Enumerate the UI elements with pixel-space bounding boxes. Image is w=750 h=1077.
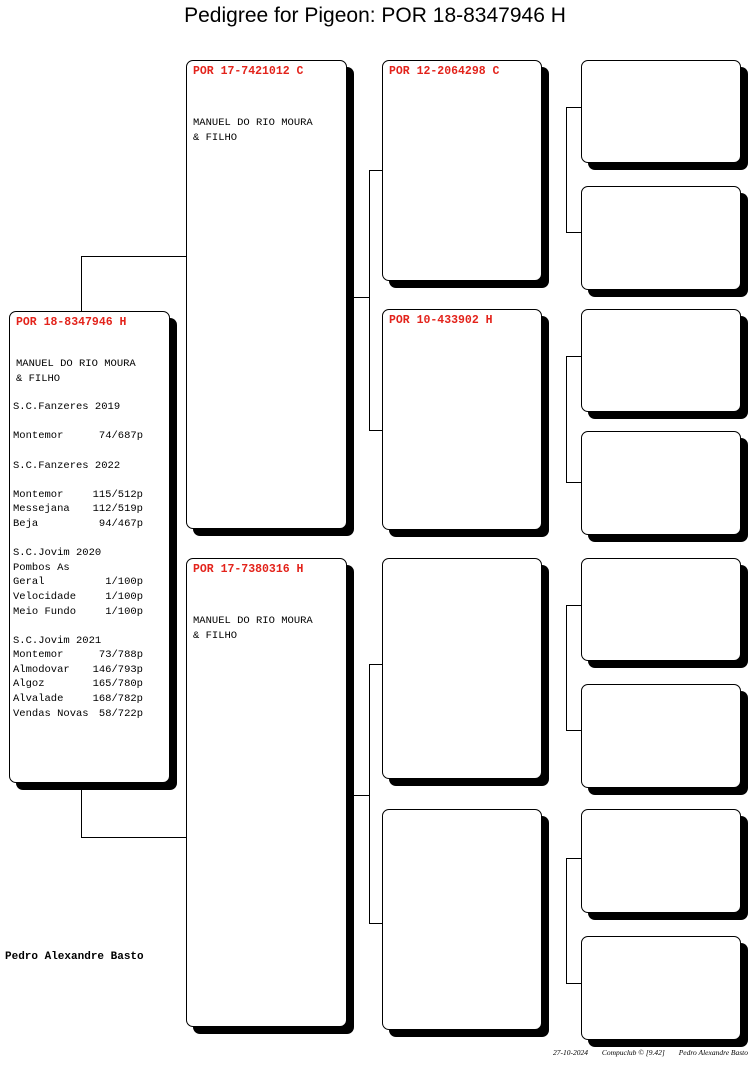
dam-dam-card[interactable] [382, 809, 542, 1030]
result-place: 73/788p [98, 649, 143, 662]
connector-g3-1-bottom [566, 232, 581, 233]
connector-dam-top [369, 664, 382, 665]
result-race: Vendas Novas [13, 707, 89, 720]
connector-g3-4-top [566, 858, 581, 859]
sire-owner: MANUEL DO RIO MOURA & FILHO [193, 117, 313, 144]
result-heading: S.C.Fanzeres 2022 [13, 459, 121, 472]
subject-pigeon-card[interactable] [9, 311, 170, 783]
result-row [13, 575, 169, 590]
gen4-card-7[interactable] [581, 809, 741, 913]
connector-sire-top [369, 170, 382, 171]
connector-g3-4-bottom [566, 983, 581, 984]
result-race: Algoz [13, 678, 45, 691]
gen4-card-5[interactable] [581, 558, 741, 661]
result-spacer [10, 473, 169, 488]
result-race: Velocidade [13, 590, 77, 603]
connector-subject-dam [81, 790, 82, 838]
result-place: 146/793p [92, 663, 143, 676]
dam-sire-card[interactable] [382, 558, 542, 779]
result-race: Almodovar [13, 663, 70, 676]
footer-date: 27-10-2024 [552, 1048, 588, 1057]
page-title: Pedigree for Pigeon: POR 18-8347946 H [184, 4, 566, 27]
result-race: Meio Fundo [13, 605, 77, 618]
breeder-name: Pedro Alexandre Basto [5, 951, 144, 963]
sire-ring-number: POR 17-7421012 C [193, 65, 304, 78]
result-row [13, 517, 169, 532]
gen4-card-4[interactable] [581, 431, 741, 535]
result-place: 1/100p [105, 576, 143, 589]
result-row [13, 707, 169, 722]
connector-dam-bottom [369, 923, 382, 924]
result-spacer [10, 619, 169, 634]
result-race: Geral [13, 576, 45, 589]
dam-card[interactable] [186, 558, 347, 1027]
result-row [13, 648, 169, 663]
result-row [13, 488, 169, 503]
result-heading: S.C.Fanzeres 2019 [13, 401, 121, 414]
result-place: 1/100p [105, 605, 143, 618]
result-row [13, 663, 169, 678]
footer-author: Pedro Alexandre Basto [678, 1048, 748, 1057]
result-race: Montemor [13, 649, 64, 662]
sire-sire-card[interactable] [382, 60, 542, 281]
result-race: Beja [13, 517, 39, 530]
result-place: 1/100p [105, 590, 143, 603]
result-place: 94/467p [98, 517, 143, 530]
result-row [13, 590, 169, 605]
gen4-card-2[interactable] [581, 186, 741, 290]
connector-g3-2 [566, 356, 567, 483]
connector-g3-2-top [566, 356, 581, 357]
dam-owner: MANUEL DO RIO MOURA & FILHO [193, 615, 313, 642]
subject-owner: MANUEL DO RIO MOURA & FILHO [16, 358, 136, 385]
connector-sire-v [369, 170, 370, 431]
result-spacer [10, 444, 169, 459]
connector-g3-1 [566, 107, 567, 233]
result-row [13, 502, 169, 517]
result-row [13, 605, 169, 620]
footer [541, 1048, 748, 1057]
result-race: Messejana [13, 503, 70, 516]
connector-g3-2-bottom [566, 482, 581, 483]
result-place: 115/512p [92, 488, 143, 501]
connector-subject-sire-h [81, 256, 186, 257]
connector-dam-h [354, 795, 369, 796]
result-place: 112/519p [92, 503, 143, 516]
result-heading: Pombos As [13, 561, 70, 574]
connector-g3-3-bottom [566, 730, 581, 731]
result-place: 74/687p [98, 430, 143, 443]
result-race: Alvalade [13, 693, 64, 706]
result-row [13, 429, 169, 444]
sire-dam-card[interactable] [382, 309, 542, 530]
result-row [13, 692, 169, 707]
result-heading: S.C.Jovim 2020 [13, 547, 102, 560]
result-race: Montemor [13, 488, 64, 501]
result-race: Montemor [13, 430, 64, 443]
result-spacer [10, 532, 169, 547]
gen4-card-8[interactable] [581, 936, 741, 1040]
subject-ring-number: POR 18-8347946 H [16, 316, 127, 329]
result-place: 58/722p [98, 707, 143, 720]
sire-card[interactable] [186, 60, 347, 529]
sire-dam-ring-number: POR 10-433902 H [389, 314, 493, 327]
connector-dam-v [369, 664, 370, 924]
connector-subject-dam-h [81, 837, 186, 838]
subject-results [10, 400, 169, 721]
footer-software: Compuclub © [9.42] [601, 1048, 665, 1057]
gen4-card-3[interactable] [581, 309, 741, 412]
gen4-card-1[interactable] [581, 60, 741, 163]
connector-subject-sire [81, 256, 82, 311]
sire-sire-ring-number: POR 12-2064298 C [389, 65, 500, 78]
result-place: 168/782p [92, 693, 143, 706]
result-row [13, 677, 169, 692]
result-heading: S.C.Jovim 2021 [13, 634, 102, 647]
gen4-card-6[interactable] [581, 684, 741, 788]
connector-sire-bottom [369, 430, 382, 431]
connector-g3-3-top [566, 605, 581, 606]
connector-g3-1-top [566, 107, 581, 108]
connector-sire-h [354, 297, 369, 298]
result-place: 165/780p [92, 678, 143, 691]
result-spacer [10, 415, 169, 430]
connector-g3-4 [566, 858, 567, 984]
dam-ring-number: POR 17-7380316 H [193, 563, 304, 576]
connector-g3-3 [566, 605, 567, 731]
